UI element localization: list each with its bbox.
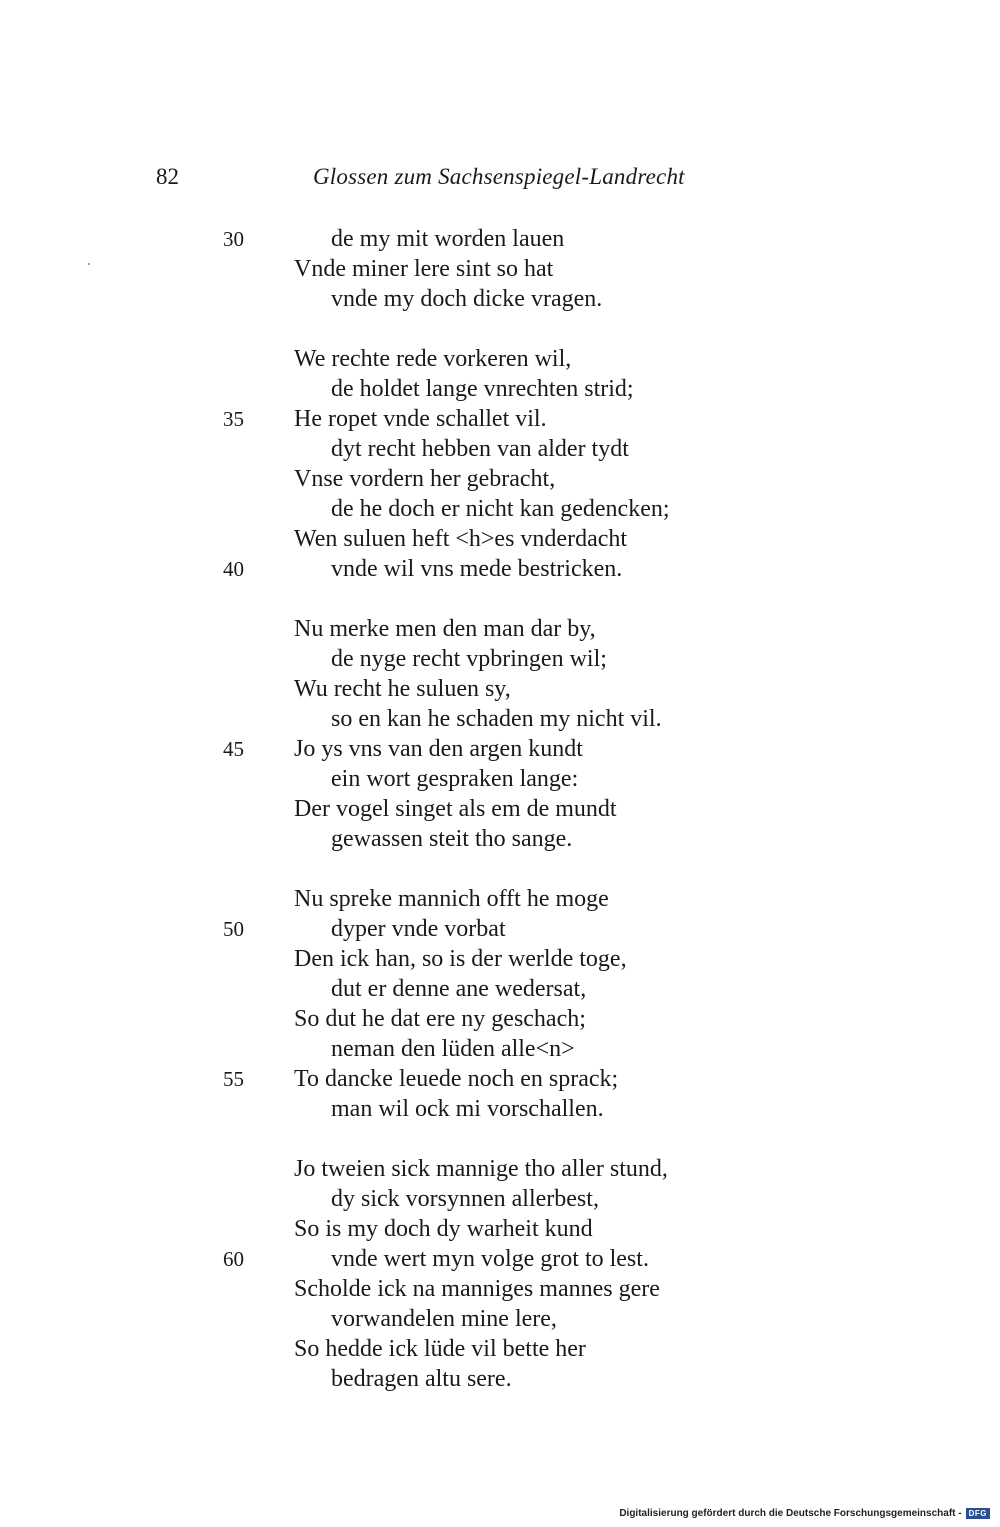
digitization-footer — [619, 1508, 990, 1519]
verse-text: Nu merke men den man dar by, — [294, 616, 596, 642]
stanza — [0, 1154, 1000, 1394]
line-number: 55 — [223, 1067, 244, 1091]
verse-line — [0, 974, 1000, 1004]
verse-text: bedragen altu sere. — [331, 1366, 512, 1392]
verse-line — [0, 344, 1000, 374]
funding-note: Digitalisierung gefördert durch die Deutsche Forschungsgemeinschaft - — [619, 1508, 962, 1519]
verse-line — [0, 494, 1000, 524]
verse-text: man wil ock mi vorschallen. — [331, 1096, 604, 1122]
verse-line — [0, 1154, 1000, 1184]
verse-line — [0, 554, 1000, 584]
verse-text: de holdet lange vnrechten strid; — [331, 376, 634, 402]
verse-text: Wen suluen heft <h>es vnderdacht — [294, 526, 628, 552]
line-number: 30 — [223, 227, 244, 251]
verse-text: vnde wil vns mede bestricken. — [331, 556, 623, 582]
verse-line — [0, 1244, 1000, 1274]
verse-text: so en kan he schaden my nicht vil. — [331, 706, 662, 732]
verse-line — [0, 674, 1000, 704]
verse-line — [0, 734, 1000, 764]
verse-text: de my mit worden lauen — [331, 226, 565, 252]
verse-text: ein wort gespraken lange: — [331, 766, 579, 792]
stanza — [0, 614, 1000, 854]
verse-line — [0, 1274, 1000, 1304]
verse-text: dyt recht hebben van alder tydt — [331, 436, 629, 462]
stanza — [0, 224, 1000, 314]
line-number: 40 — [223, 557, 244, 581]
verse-line — [0, 1064, 1000, 1094]
verse-text: Der vogel singet als em de mundt — [294, 796, 617, 822]
verse-text: Nu spreke mannich offt he moge — [294, 886, 609, 912]
verse-text: Wu recht he suluen sy, — [294, 676, 511, 702]
verse-line — [0, 1304, 1000, 1334]
verse-text: Vnde miner lere sint so hat — [294, 256, 554, 282]
verse-text: gewassen steit tho sange. — [331, 826, 573, 852]
verse-line — [0, 824, 1000, 854]
dfg-logo-icon: DFG — [966, 1508, 990, 1519]
verse-text: de nyge recht vpbringen wil; — [331, 646, 607, 672]
verse-text: We rechte rede vorkeren wil, — [294, 346, 572, 372]
verse-line — [0, 1004, 1000, 1034]
verse-text: dyper vnde vorbat — [331, 916, 506, 942]
verse-text: So dut he dat ere ny geschach; — [294, 1006, 586, 1032]
verse-line — [0, 764, 1000, 794]
verse-text: dy sick vorsynnen allerbest, — [331, 1186, 599, 1212]
verse-text: de he doch er nicht kan gedencken; — [331, 496, 670, 522]
verse-line — [0, 944, 1000, 974]
verse-line — [0, 914, 1000, 944]
verse-text: neman den lüden alle<n> — [331, 1036, 575, 1062]
verse-line — [0, 704, 1000, 734]
running-title: Glossen zum Sachsenspiegel-Landrecht — [313, 164, 685, 189]
verse-line — [0, 644, 1000, 674]
verse-text: Jo tweien sick mannige tho aller stund, — [294, 1156, 668, 1182]
line-number: 60 — [223, 1247, 244, 1271]
verse-line — [0, 224, 1000, 254]
verse-line — [0, 1034, 1000, 1064]
verse-text: So hedde ick lüde vil bette her — [294, 1336, 586, 1362]
verse-line — [0, 1184, 1000, 1214]
verse-text: dut er denne ane wedersat, — [331, 976, 587, 1002]
verse-text: To dancke leuede noch en sprack; — [294, 1066, 619, 1092]
verse-text: Jo ys vns van den argen kundt — [294, 736, 583, 762]
stanza — [0, 344, 1000, 584]
verse-text: vnde my doch dicke vragen. — [331, 286, 603, 312]
verse-line — [0, 1334, 1000, 1364]
verse-text: Den ick han, so is der werlde toge, — [294, 946, 627, 972]
verse-text: vnde wert myn volge grot to lest. — [331, 1246, 649, 1272]
stanza — [0, 884, 1000, 1124]
verse-text: So is my doch dy warheit kund — [294, 1216, 593, 1242]
verse-line — [0, 1094, 1000, 1124]
verse-line — [0, 254, 1000, 284]
verse-line — [0, 464, 1000, 494]
line-number: 45 — [223, 737, 244, 761]
verse-line — [0, 614, 1000, 644]
verse-text: Vnse vordern her gebracht, — [294, 466, 556, 492]
verse-line — [0, 284, 1000, 314]
verse-line — [0, 1364, 1000, 1394]
verse-line — [0, 434, 1000, 464]
verse-line — [0, 884, 1000, 914]
verse-line — [0, 524, 1000, 554]
verse-line — [0, 404, 1000, 434]
poem-body — [0, 224, 1000, 1424]
page-number: 82 — [156, 164, 179, 189]
verse-line — [0, 374, 1000, 404]
verse-text: Scholde ick na manniges mannes gere — [294, 1276, 660, 1302]
verse-line — [0, 1214, 1000, 1244]
line-number: 35 — [223, 407, 244, 431]
verse-line — [0, 794, 1000, 824]
verse-text: He ropet vnde schallet vil. — [294, 406, 547, 432]
line-number: 50 — [223, 917, 244, 941]
verse-text: vorwandelen mine lere, — [331, 1306, 557, 1332]
